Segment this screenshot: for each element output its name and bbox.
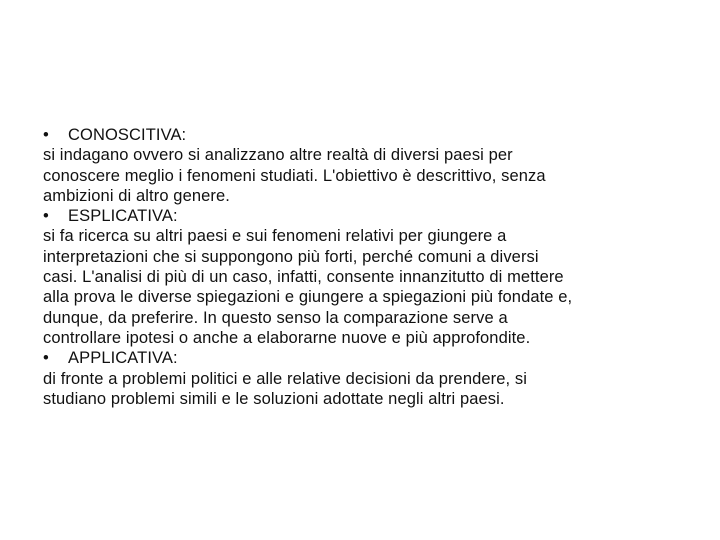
body-line: si indagano ovvero si analizzano altre realtà di diversi paesi per <box>43 146 513 165</box>
section-heading-conoscitiva <box>43 125 693 145</box>
bullet-icon: • <box>43 207 49 226</box>
body-line: ambizioni di altro genere. <box>43 186 230 205</box>
section-heading-applicativa <box>43 348 693 368</box>
heading-text: CONOSCITIVA: <box>68 126 187 144</box>
section-body-esplicativa <box>43 226 693 348</box>
section-heading-esplicativa <box>43 206 693 226</box>
body-line: controllare ipotesi o anche a elaborarne nuove e più approfondite. <box>43 328 531 347</box>
body-line: casi. L'analisi di più di un caso, infatti, consente innanzitutto di mettere <box>43 268 564 287</box>
bullet-icon: • <box>43 349 49 368</box>
slide-body <box>43 125 693 409</box>
section-body-applicativa <box>43 369 693 410</box>
body-line: si fa ricerca su altri paesi e sui fenomeni relativi per giungere a <box>43 227 507 246</box>
body-line: di fronte a problemi politici e alle relative decisioni da prendere, si <box>43 369 528 388</box>
body-line: studiano problemi simili e le soluzioni adottate negli altri paesi. <box>43 389 505 408</box>
body-line: alla prova le diverse spiegazioni e giungere a spiegazioni più fondate e, <box>43 288 573 307</box>
heading-text: APPLICATIVA: <box>68 349 178 368</box>
body-line: conoscere meglio i fenomeni studiati. L'obiettivo è descrittivo, senza <box>43 166 546 185</box>
heading-text: ESPLICATIVA: <box>68 207 178 226</box>
body-line: dunque, da preferire. In questo senso la comparazione serve a <box>43 308 508 327</box>
body-line: interpretazioni che si suppongono più forti, perché comuni a diversi <box>43 247 539 266</box>
bullet-icon: • <box>43 126 49 144</box>
section-body-conoscitiva <box>43 145 693 206</box>
